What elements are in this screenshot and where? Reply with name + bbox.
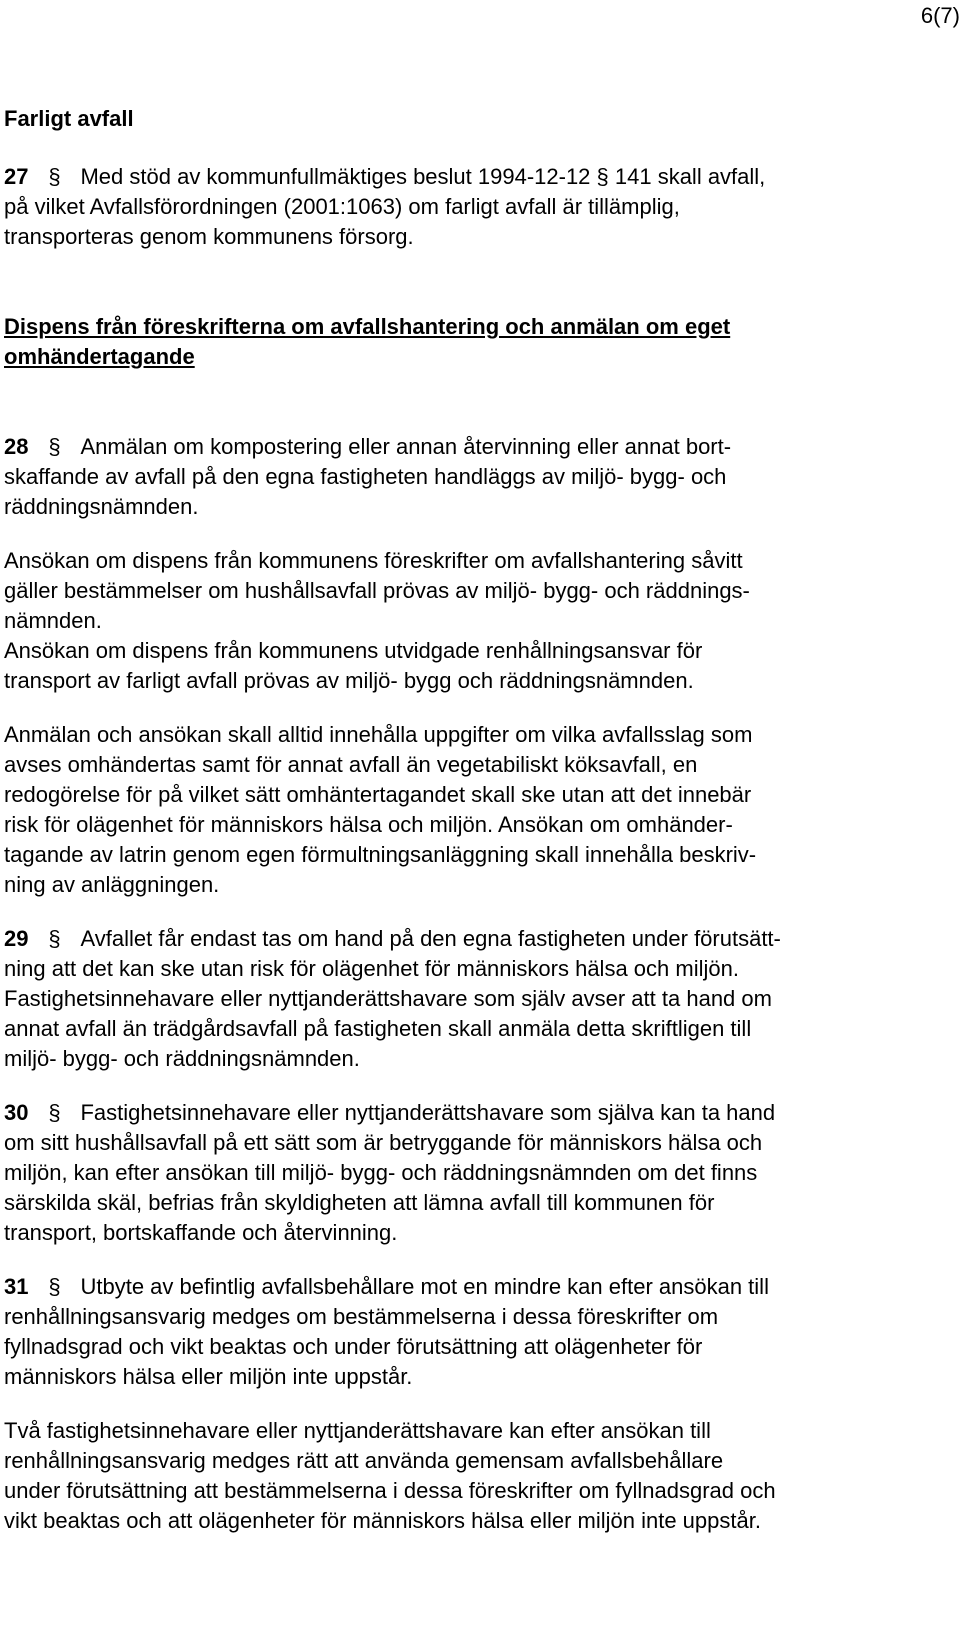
paragraph-line: fyllnadsgrad och vikt beaktas och under förutsättning att olägenheter för [4, 1334, 703, 1359]
paragraph-line: transport av farligt avfall prövas av miljö- bygg och räddningsnämnden. [4, 668, 694, 693]
paragraph-line: på vilket Avfallsförordningen (2001:1063) om farligt avfall är tillämplig, [4, 194, 680, 219]
paragraph-line [4, 432, 956, 462]
paragraph-line: nämnden. [4, 608, 102, 633]
paragraph-line: Ansökan om dispens från kommunens föreskrifter om avfallshantering såvitt [4, 548, 743, 573]
paragraph-line [4, 924, 956, 954]
paragraph-line: renhållningsansvarig medges rätt att använda gemensam avfallsbehållare [4, 1448, 724, 1473]
paragraph-line: om sitt hushållsavfall på ett sätt som är betryggande för människors hälsa och [4, 1130, 763, 1155]
page-number: 6(7) [920, 3, 960, 28]
paragraph-line: Fastighetsinnehavare eller nyttjanderättshavare som själv avser att ta hand om [4, 986, 772, 1011]
paragraph-30 [4, 1098, 956, 1248]
section-symbol: § [48, 1274, 61, 1299]
section-heading: Farligt avfall [4, 106, 134, 131]
paragraph-text: Fastighetsinnehavare eller nyttjanderättshavare som själva kan ta hand [80, 1100, 776, 1125]
paragraph-line: annat avfall än trädgårdsavfall på fastigheten skall anmäla detta skriftligen till [4, 1016, 752, 1041]
paragraph-line: transporteras genom kommunens försorg. [4, 224, 414, 249]
paragraph-line: under förutsättning att bestämmelserna i dessa föreskrifter om fyllnadsgrad och [4, 1478, 776, 1503]
paragraph-line: risk för olägenhet för människors hälsa och miljön. Ansökan om omhänder- [4, 812, 733, 837]
paragraph-ansokan-farligt-avfall [4, 636, 956, 696]
paragraph-text: Med stöd av kommunfullmäktiges beslut 1994-12-12 § 141 skall avfall, [80, 164, 766, 189]
paragraph-number: 29 [4, 926, 29, 951]
paragraph-31 [4, 1272, 956, 1392]
paragraph-line [4, 1272, 956, 1302]
section-symbol: § [48, 164, 61, 189]
paragraph-line: transport, bortskaffande och återvinning. [4, 1220, 398, 1245]
paragraph-line: skaffande av avfall på den egna fastigheten handläggs av miljö- bygg- och [4, 464, 727, 489]
paragraph-anmalan [4, 720, 956, 900]
paragraph-text: Utbyte av befintlig avfallsbehållare mot en mindre kan efter ansökan till [80, 1274, 769, 1299]
paragraph-text: Avfallet får endast tas om hand på den egna fastigheten under förutsätt- [80, 926, 781, 951]
paragraph-line: miljö- bygg- och räddningsnämnden. [4, 1046, 360, 1071]
heading-line: omhändertagande [4, 344, 195, 369]
dispens-heading [4, 312, 956, 372]
paragraph-line [4, 162, 956, 192]
document-body [4, 104, 956, 1536]
paragraph-line: ning att det kan ske utan risk för olägenhet för människors hälsa och miljön. [4, 956, 739, 981]
paragraph-line: redogörelse för på vilket sätt omhäntertagandet skall ske utan att det innebär [4, 782, 752, 807]
paragraph-line [4, 1098, 956, 1128]
paragraph-number: 30 [4, 1100, 29, 1125]
paragraph-line: vikt beaktas och att olägenheter för människors hälsa eller miljön inte uppstår. [4, 1508, 761, 1533]
paragraph-line: Två fastighetsinnehavare eller nyttjanderättshavare kan efter ansökan till [4, 1418, 711, 1443]
paragraph-number: 27 [4, 164, 29, 189]
paragraph-line: gäller bestämmelser om hushållsavfall prövas av miljö- bygg- och räddnings- [4, 578, 750, 603]
paragraph-line: Anmälan och ansökan skall alltid innehålla uppgifter om vilka avfallsslag som [4, 722, 753, 747]
paragraph-27 [4, 162, 956, 252]
paragraph-text: Anmälan om kompostering eller annan återvinning eller annat bort- [80, 434, 732, 459]
paragraph-line: särskilda skäl, befrias från skyldigheten att lämna avfall till kommunen för [4, 1190, 715, 1215]
paragraph-line: miljön, kan efter ansökan till miljö- bygg- och räddningsnämnden om det finns [4, 1160, 758, 1185]
heading-line: Dispens från föreskrifterna om avfallshantering och anmälan om eget [4, 314, 731, 339]
paragraph-ansokan-hushallsavfall [4, 546, 956, 636]
section-symbol: § [48, 926, 61, 951]
paragraph-number: 31 [4, 1274, 29, 1299]
section-symbol: § [48, 434, 61, 459]
paragraph-line: renhållningsansvarig medges om bestämmelserna i dessa föreskrifter om [4, 1304, 719, 1329]
paragraph-29 [4, 924, 956, 1074]
paragraph-gemensam-behallare [4, 1416, 956, 1536]
paragraph-line: avses omhändertas samt för annat avfall än vegetabiliskt köksavfall, en [4, 752, 698, 777]
paragraph-line: räddningsnämnden. [4, 494, 199, 519]
paragraph-line: människors hälsa eller miljön inte uppstår. [4, 1364, 413, 1389]
paragraph-28 [4, 432, 956, 522]
paragraph-line: tagande av latrin genom egen förmultningsanläggning skall innehålla beskriv- [4, 842, 757, 867]
paragraph-number: 28 [4, 434, 29, 459]
paragraph-line: ning av anläggningen. [4, 872, 220, 897]
section-symbol: § [48, 1100, 61, 1125]
paragraph-line: Ansökan om dispens från kommunens utvidgade renhållningsansvar för [4, 638, 703, 663]
